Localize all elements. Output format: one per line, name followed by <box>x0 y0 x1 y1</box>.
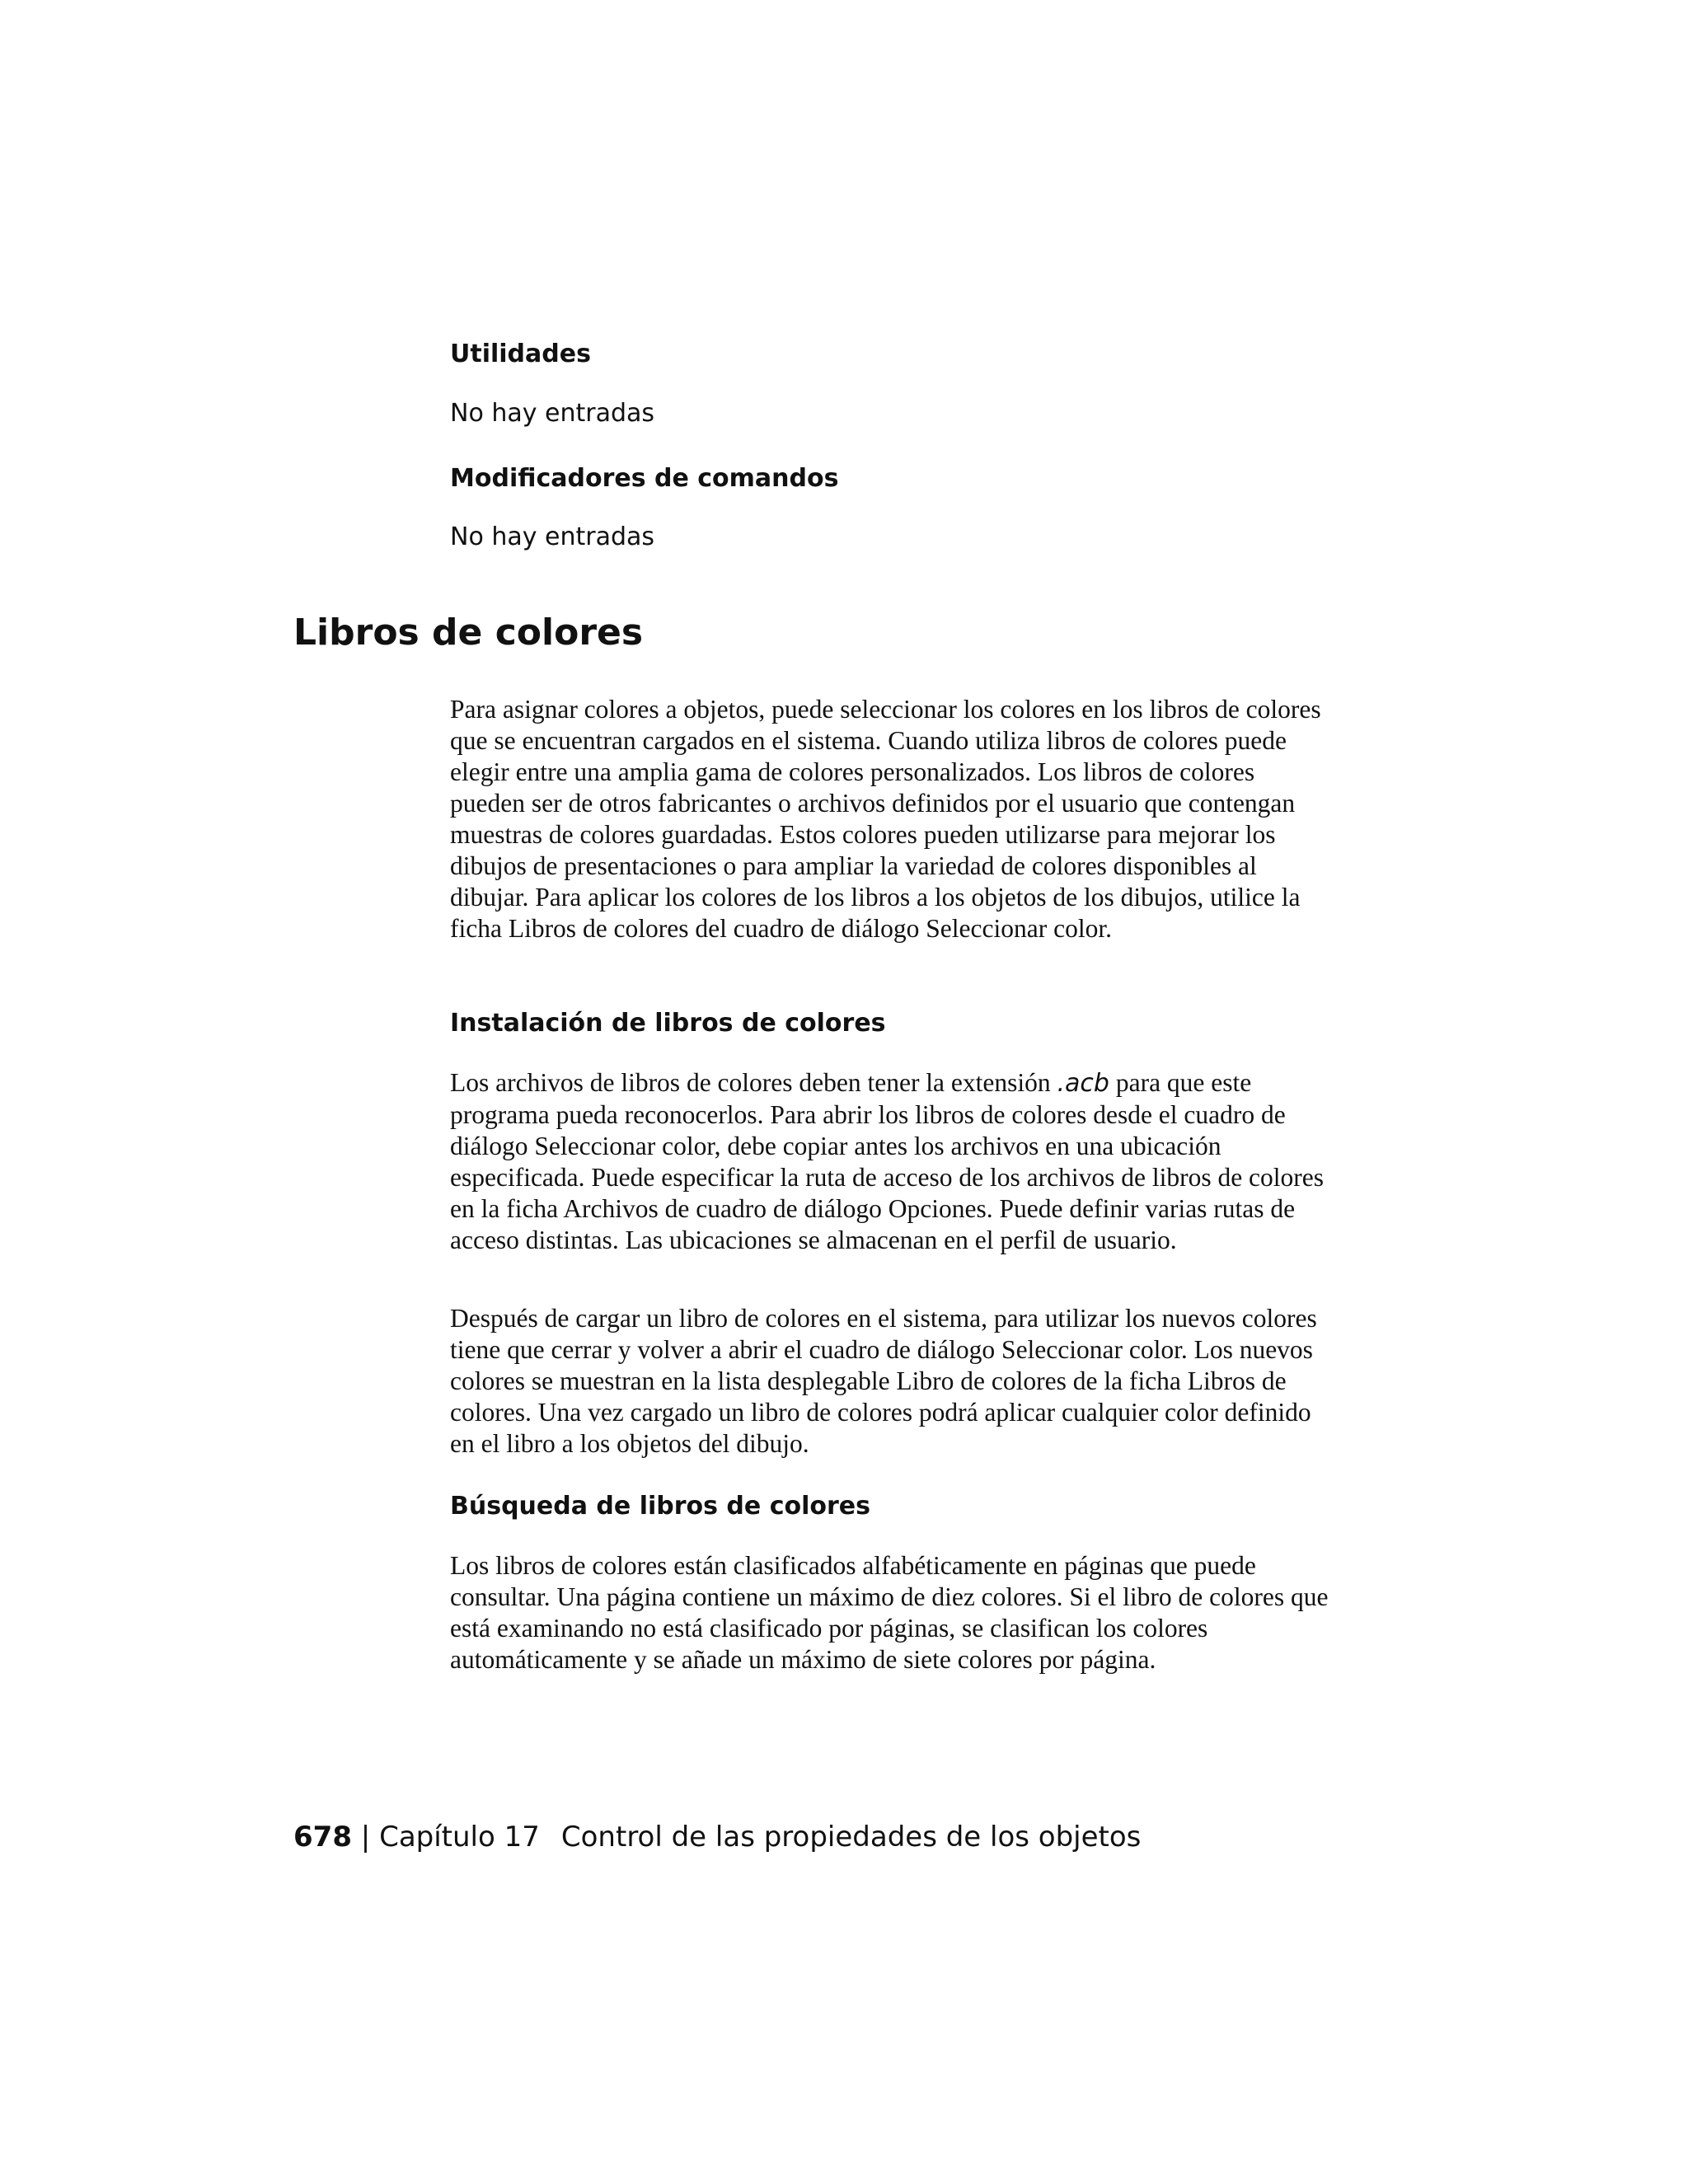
section-title: Libros de colores <box>293 612 644 654</box>
search-paragraph: Los libros de colores están clasificados alfabéticamente en páginas que puede consultar. Una página contiene un máximo de diez colores. Si el libro de colores que está examinando no está clasificado por páginas, se clasifican los colores automáticamente y se añade un máximo de siete colores por página. <box>450 1551 1329 1674</box>
footer-separator: | <box>360 1821 371 1854</box>
install-paragraph-1 <box>450 1067 1332 1256</box>
page-footer <box>293 1821 1141 1854</box>
utilities-text: No hay entradas <box>450 399 655 428</box>
utilities-heading: Utilidades <box>450 340 591 368</box>
page-number: 678 <box>293 1821 352 1854</box>
modifiers-heading: Modificadores de comandos <box>450 464 839 493</box>
chapter-label: Capítulo 17 <box>379 1821 540 1854</box>
install-heading: Instalación de libros de colores <box>450 1009 886 1038</box>
modifiers-text: No hay entradas <box>450 523 655 551</box>
install-text-before: Los archivos de libros de colores deben tener la extensión <box>450 1068 1057 1097</box>
intro-paragraph: Para asignar colores a objetos, puede seleccionar los colores en los libros de colores que se encuentran cargados en el sistema. Cuando utiliza libros de colores puede elegir entre una amplia gama de colores personalizados. Los libros de colores pueden ser de otros fabricantes o archivos definidos por el usuario que contengan muestras de colores guardadas. Estos colores pueden utilizarse para mejorar los dibujos de presentaciones o para ampliar la variedad de colores disponibles al dibujar. Para aplicar los colores de los libros a los objetos de los dibujos, utilice la ficha Libros de colores del cuadro de diálogo Seleccionar color. <box>450 695 1321 943</box>
file-extension: .acb <box>1057 1069 1109 1098</box>
install-text-after: para que este programa pueda reconocerlos. Para abrir los libros de colores desde el cuadro de diálogo Seleccionar color, debe copiar antes los archivos en una ubicación especificada. Puede especificar la ruta de acceso de los archivos de libros de colores en la ficha Archivos de cuadro de diálogo Opciones. Puede definir varias rutas de acceso distintas. Las ubicaciones se almacenan en el perfil de usuario. <box>450 1068 1325 1254</box>
install-paragraph-2: Después de cargar un libro de colores en el sistema, para utilizar los nuevos colores tiene que cerrar y volver a abrir el cuadro de diálogo Seleccionar color. Los nuevos colores se muestran en la lista desplegable Libro de colores de la ficha Libros de colores. Una vez cargado un libro de colores podrá aplicar cualquier color definido en el libro a los objetos del dibujo. <box>450 1304 1317 1458</box>
chapter-title: Control de las propiedades de los objetos <box>560 1821 1142 1854</box>
search-heading: Búsqueda de libros de colores <box>450 1492 870 1521</box>
